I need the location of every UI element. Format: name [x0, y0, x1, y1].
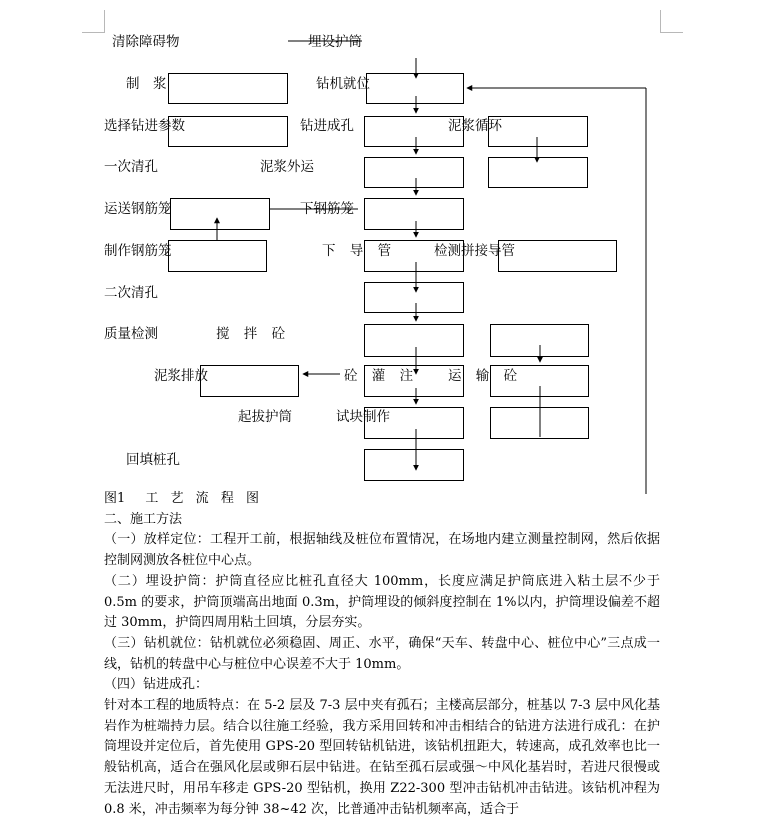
node-rig-positioning: 钻机就位: [316, 76, 370, 92]
node-make-slurry: 制 浆: [126, 76, 167, 92]
paragraph-rig: （三）钻机就位：钻机就位必须稳固、周正、水平，确保“天车、转盘中心、桩位中心”三点成一线，钻机的转盘中心与桩位中心误差不大于 10mm。: [104, 635, 660, 672]
paragraph-drilling-title: （四）钻进成孔：: [104, 677, 209, 693]
node-mix-concrete: 搅 拌 砼: [216, 326, 291, 342]
node-lower-pipe: 下 导 管: [322, 243, 397, 259]
paragraph-staking: （一）放样定位：工程开工前，根据轴线及桩位布置情况，在场地内建立测量控制网，然后依据控制网测放各桩位中心点。: [104, 532, 660, 569]
node-second-cleaning: 二次清孔: [104, 285, 158, 301]
node-backfill: 回填桩孔: [126, 452, 180, 468]
node-first-cleaning: 一次清孔: [104, 159, 158, 175]
node-test-pipe: 检测拼接导管: [434, 243, 515, 259]
node-slurry-circulation: 泥浆循环: [448, 118, 502, 134]
node-drill-hole: 钻进成孔: [300, 118, 354, 134]
section-title: 二、施工方法: [104, 511, 183, 527]
figure-caption: [104, 489, 660, 510]
figure-title: 工 艺 流 程 图: [145, 491, 263, 506]
node-quality-check: 质量检测: [104, 326, 158, 342]
paragraph-casing: （二）埋设护筒：护筒直径应比桩孔直径大 100mm，长度应满足护筒底进入粘土层不少于 0.5m 的要求，护筒顶端高出地面 0.3m，护筒埋设的倾斜度控制在 1%以内，护筒埋设偏差不超过 30mm，护筒四周用粘土回填，分层夯实。: [104, 573, 660, 631]
node-pull-casing: 起拔护筒: [238, 409, 292, 425]
document-body: [104, 489, 660, 820]
node-clear-obstacles: 清除障碍物: [112, 34, 180, 50]
node-slurry-transport: 泥浆外运: [260, 159, 314, 175]
node-lower-cage: 下钢筋笼: [300, 201, 354, 217]
node-slurry-discharge: 泥浆排放: [154, 368, 208, 384]
node-bury-casing: 埋设护筒: [308, 34, 362, 50]
node-pour-concrete: 砼 灌 注: [344, 368, 419, 384]
node-transport-concrete: 运 输 砼: [448, 368, 523, 384]
node-transport-cage: 运送钢筋笼: [104, 201, 172, 217]
figure-number: 图1: [104, 491, 126, 506]
node-make-cage: 制作钢筋笼: [104, 243, 172, 259]
node-test-block: 试块制作: [336, 409, 390, 425]
paragraph-drilling: 针对本工程的地质特点：在 5-2 层及 7-3 层中夹有孤石；主楼高层部分，桩基以 7-3 层中风化基岩作为桩端持力层。结合以往施工经验，我方采用回转和冲击相结合的钻进方法进行成孔：在护筒埋设并定位后，首先使用 GPS-20 型回转钻机钻进，该钻机扭距大，转速高，成孔效率也比一般钻机高，适合在强风化层或卵石层中钻进。在钻至孤石层或强～中风化基岩时，若进尺很慢或无法进尺时，用吊车移走 GPS-20 型钻机，换用 Z22-300 型冲击钻机冲击钻进。该钻机冲程为 0.8 米，冲击频率为每分钟 38~42 次，比普通冲击钻机频率高，适合于: [104, 698, 660, 817]
node-select-params: 选择钻进参数: [104, 118, 185, 134]
